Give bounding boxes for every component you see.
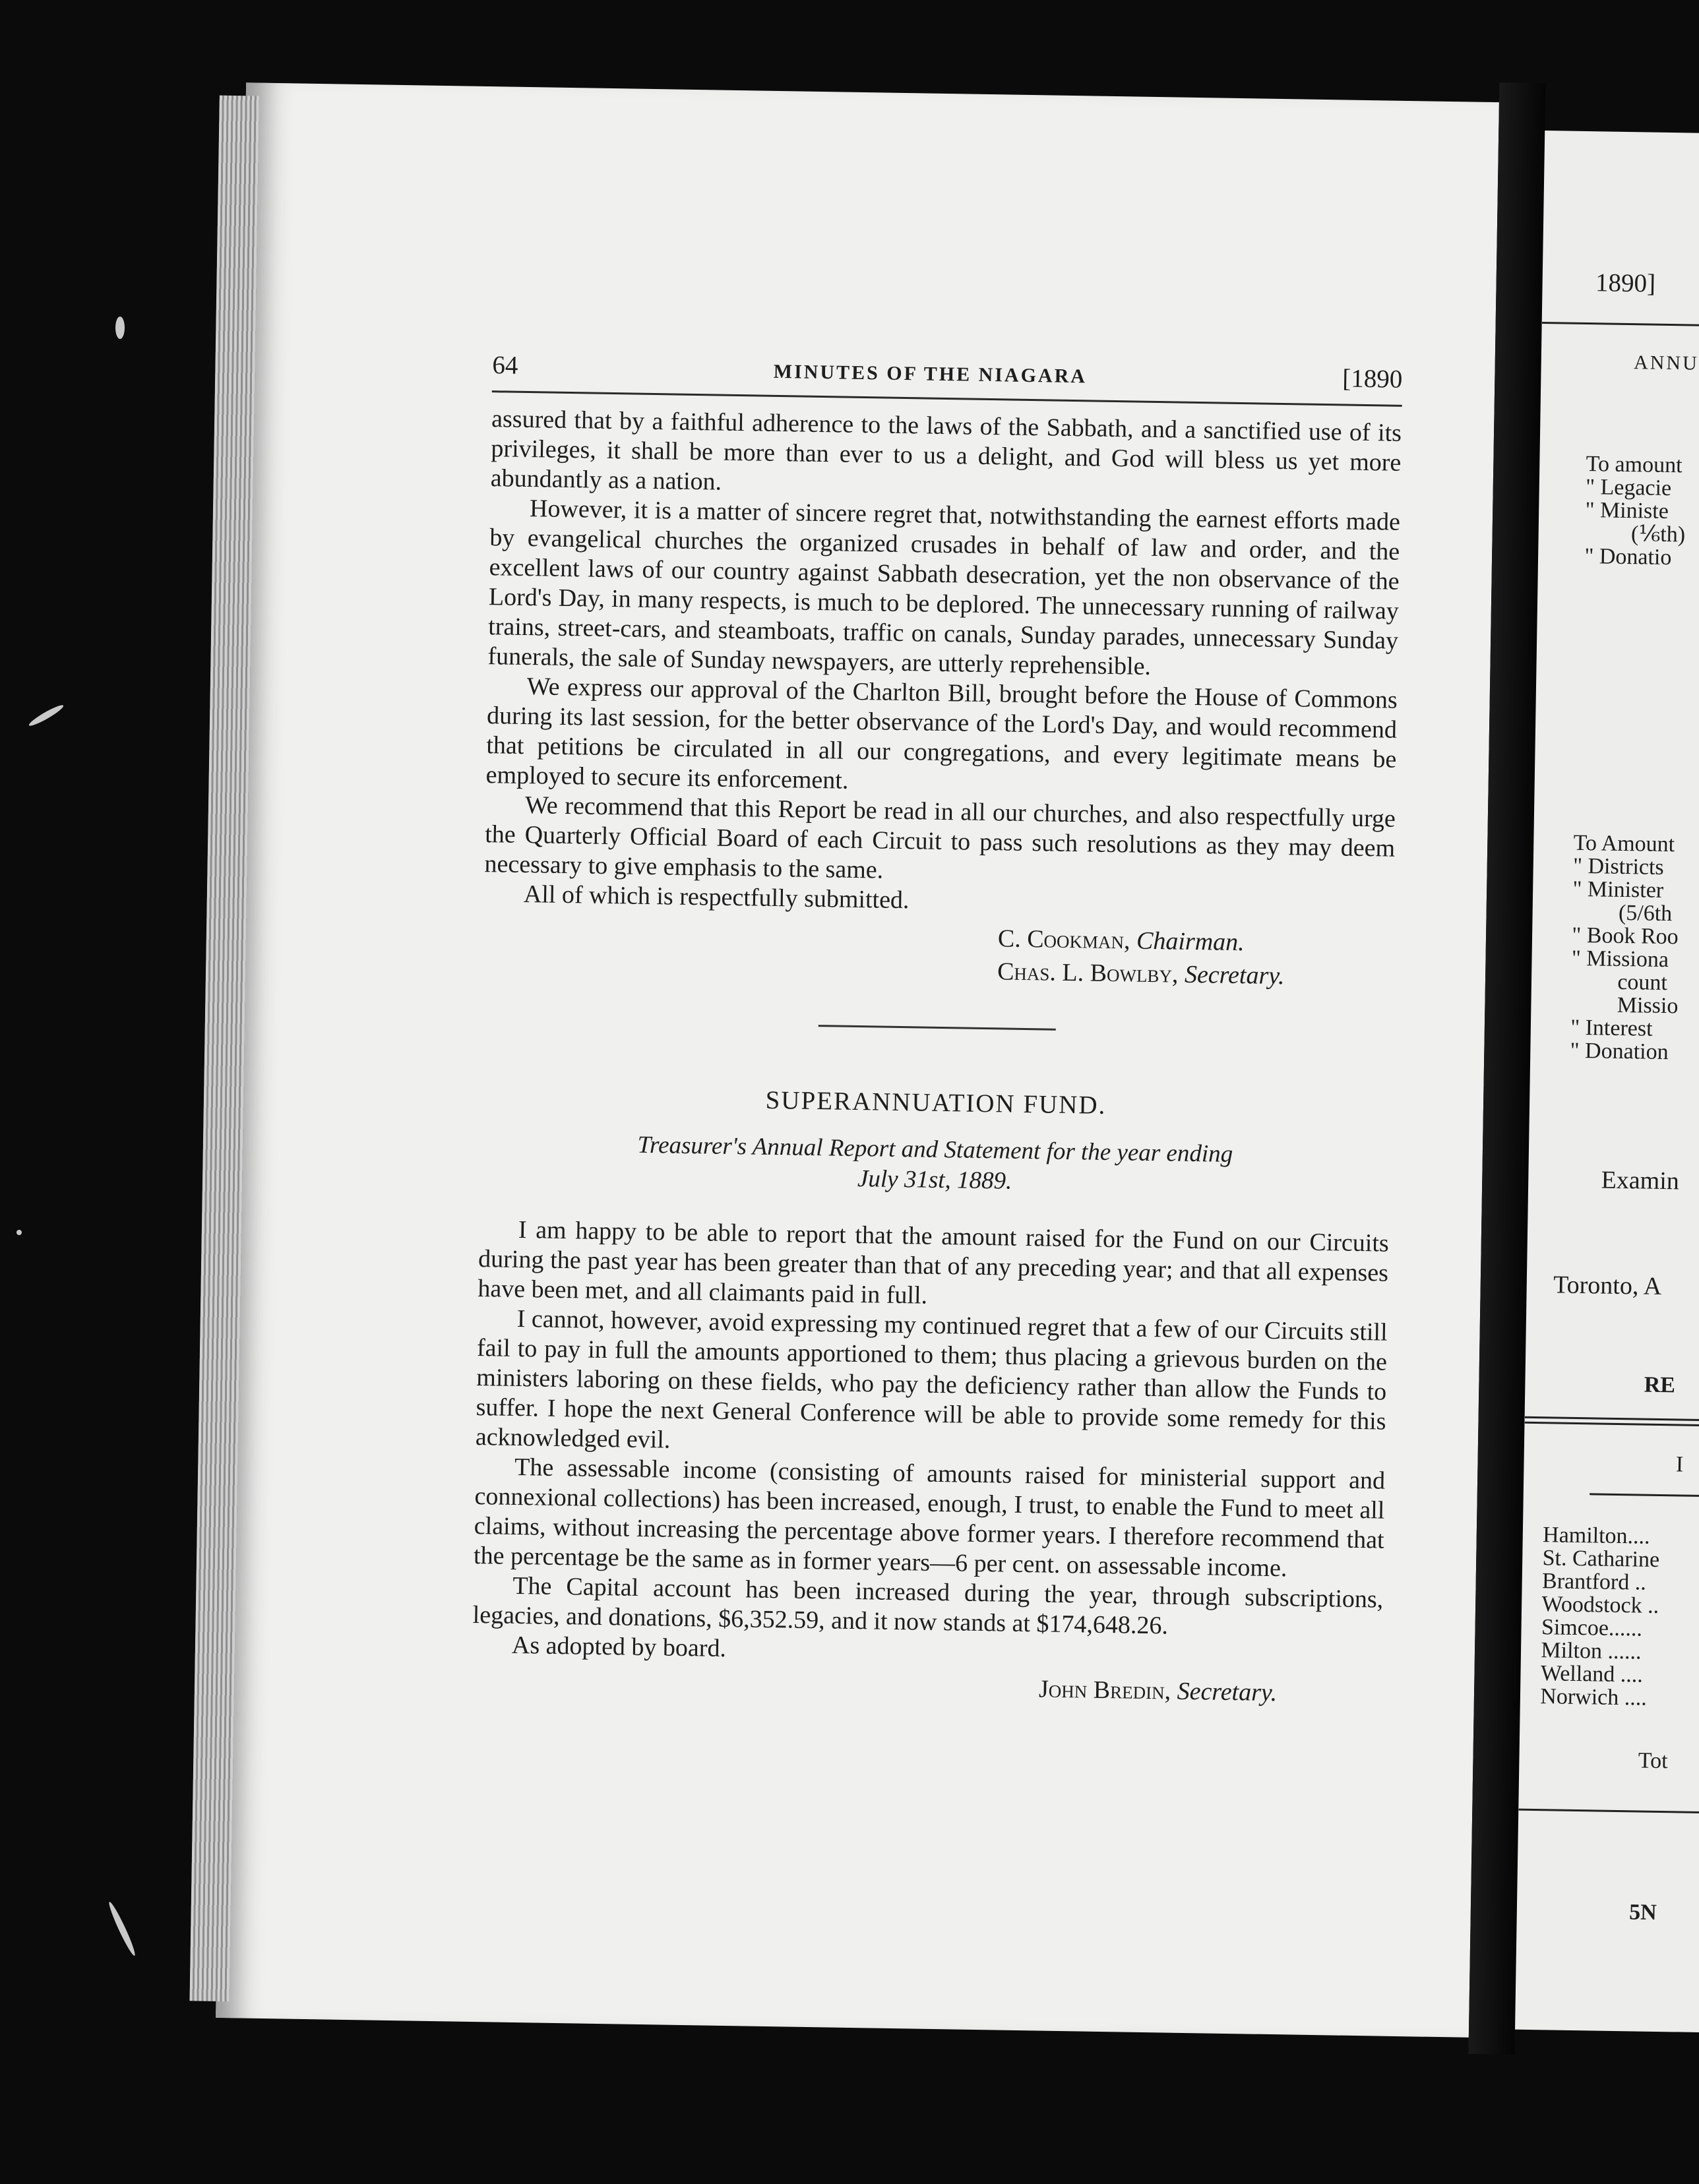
district-row: St. Catharine (1542, 1546, 1660, 1572)
district-row: Brantford .. (1541, 1569, 1647, 1595)
paragraph: All of which is respectfully submitted. (523, 880, 910, 915)
fund-report-body (472, 1215, 1389, 1674)
section-subtitle (479, 1128, 1390, 1203)
right-page-year: 1890] (1595, 268, 1656, 298)
subtitle-line: July 31st, 1889. (857, 1165, 1012, 1195)
page-content (472, 350, 1403, 1711)
sabbath-report-body (484, 404, 1402, 923)
ledger-line: " Districts (1572, 853, 1664, 880)
fund-signature (1039, 1672, 1382, 1711)
ledger-line: To Amount (1573, 830, 1675, 857)
fund-signature-name: John Bredin, (1038, 1675, 1171, 1705)
district-row: Norwich .... (1540, 1684, 1648, 1711)
paragraph: The assessable income (consisting of amounts raised for ministerial support and connexional collections) has been increased, enough, I trust, to enable the Fund to meet all claims, without increasing the percentage above former years. I therefore recommend that the percentage be the same as in former years—6 per cent. on assessable income. (473, 1453, 1386, 1583)
chairman-name: C. Cookman, (997, 925, 1130, 955)
dust-speck (16, 1230, 22, 1235)
paragraph: I cannot, however, avoid expressing my continued regret that a few of our Circuits still fail to pay in full the amounts apportioned to them; thus placing a grievous burden on the ministers laboring on these fields, who pay the deficiency rather than allow the Funds to suffer. I hope the next General Conference will be able to provide some remedy for this acknowledged evil. (475, 1304, 1388, 1454)
paragraph: We recommend that this Report be read in all our churches, and also respectfully urge the Quarterly Official Board of each Circuit to pass such resolutions as they may deem necessary to give emphasis to the same. (484, 791, 1396, 884)
page-number: 64 (492, 351, 518, 380)
page-edges (189, 96, 259, 2002)
paragraph: The Capital account has been increased during the year, through subscriptions, legacies, and donations, $6,352.59, and it now stands at $174,648.26. (472, 1571, 1384, 1640)
running-header (492, 350, 1403, 394)
ledger-line: count (1617, 969, 1668, 996)
fund-signature-role: Secretary. (1177, 1677, 1278, 1707)
district-row: Welland .... (1540, 1661, 1644, 1687)
ledger-line: " Donatio (1584, 544, 1672, 570)
dust-speck (28, 703, 65, 729)
dust-speck (115, 317, 125, 339)
secretary-line (997, 955, 1394, 994)
table-double-rule (1525, 1422, 1699, 1427)
district-row: Milton ...... (1541, 1638, 1642, 1664)
ledger-line: " Minister (1572, 876, 1664, 903)
examined-fragment: Examin (1601, 1166, 1680, 1196)
ledger-line: Missio (1617, 992, 1679, 1019)
header-year: [1890 (1342, 364, 1403, 394)
table-double-rule (1525, 1416, 1699, 1422)
secretary-role: Secretary. (1184, 960, 1285, 990)
left-page (216, 82, 1499, 2037)
chairman-role: Chairman. (1136, 926, 1245, 957)
district-row: Simcoe...... (1541, 1615, 1643, 1641)
ledger-line: (5/6th (1618, 900, 1673, 926)
toronto-fragment: Toronto, A (1553, 1271, 1662, 1300)
ret-heading: RE (1644, 1372, 1676, 1398)
section-title: SUPERANNUATION FUND. (765, 1085, 1107, 1120)
section-divider (819, 1025, 1056, 1031)
ledger-line: " Legacie (1585, 475, 1672, 501)
ledger-line: (⅙th) (1630, 522, 1686, 547)
total-row: Tot (1638, 1748, 1668, 1774)
paragraph: assured that by a faithful adherence to the laws of the Sabbath, and a sanctified use of its privileges, it shall be more than ever to us a delight, and God will bless us yet more abundantly as a nation. (490, 405, 1402, 496)
ledger-line: " Interest (1570, 1015, 1653, 1041)
signature-block (997, 922, 1394, 994)
subtitle-line: Treasurer's Annual Report and Statement for the year ending (637, 1131, 1233, 1168)
dust-speck (106, 1900, 137, 1957)
paragraph: I am happy to be able to report that the amount raised for the Fund on our Circuits during the past year has been greater than that of any preceding year; and that all expenses have been met, and all claimants paid in full. (478, 1215, 1390, 1310)
table-header-rule (1590, 1493, 1699, 1497)
paragraph: As adopted by board. (511, 1631, 727, 1662)
paragraph: However, it is a matter of sincere regret that, notwithstanding the earnest efforts made by evangelical churches the organized crusades in behalf of law and order, and the excellent laws of our country against Sabbath desecration, yet the non observance of the Lord's Day, in many respects, is much to be deplored. The unnecessary running of railway trains, street-cars, and steamboats, traffic on canals, Sunday parades, unnecessary Sunday funerals, the sale of Sunday newspayers, are utterly reprehensible. (487, 495, 1401, 681)
column-heading: I (1675, 1452, 1684, 1477)
ledger-line: " Missiona (1571, 946, 1669, 973)
table-bottom-rule (1519, 1809, 1699, 1814)
header-rule (492, 390, 1402, 407)
right-page-heading: ANNU (1633, 351, 1699, 375)
ledger-line: " Donation (1570, 1038, 1669, 1065)
ledger-line: " Book Roo (1572, 923, 1679, 950)
district-row: Woodstock .. (1541, 1592, 1659, 1618)
right-page-header-rule (1542, 322, 1699, 327)
ledger-line: " Ministe (1585, 498, 1669, 524)
ledger-line: To amount (1586, 452, 1683, 478)
district-row: Hamilton.... (1542, 1523, 1650, 1549)
secretary-name: Chas. L. Bowlby, (997, 957, 1179, 988)
paragraph: We express our approval of the Charlton Bill, brought before the House of Commons during its last session, for the better observance of the Lord's Day, and would recommend that petitions be circulated in all our congregations, and every legitimate means be employed to secure its enforcement. (485, 673, 1398, 795)
signature-mark: 5N (1628, 1900, 1657, 1925)
running-title: MINUTES OF THE NIAGARA (773, 360, 1088, 388)
